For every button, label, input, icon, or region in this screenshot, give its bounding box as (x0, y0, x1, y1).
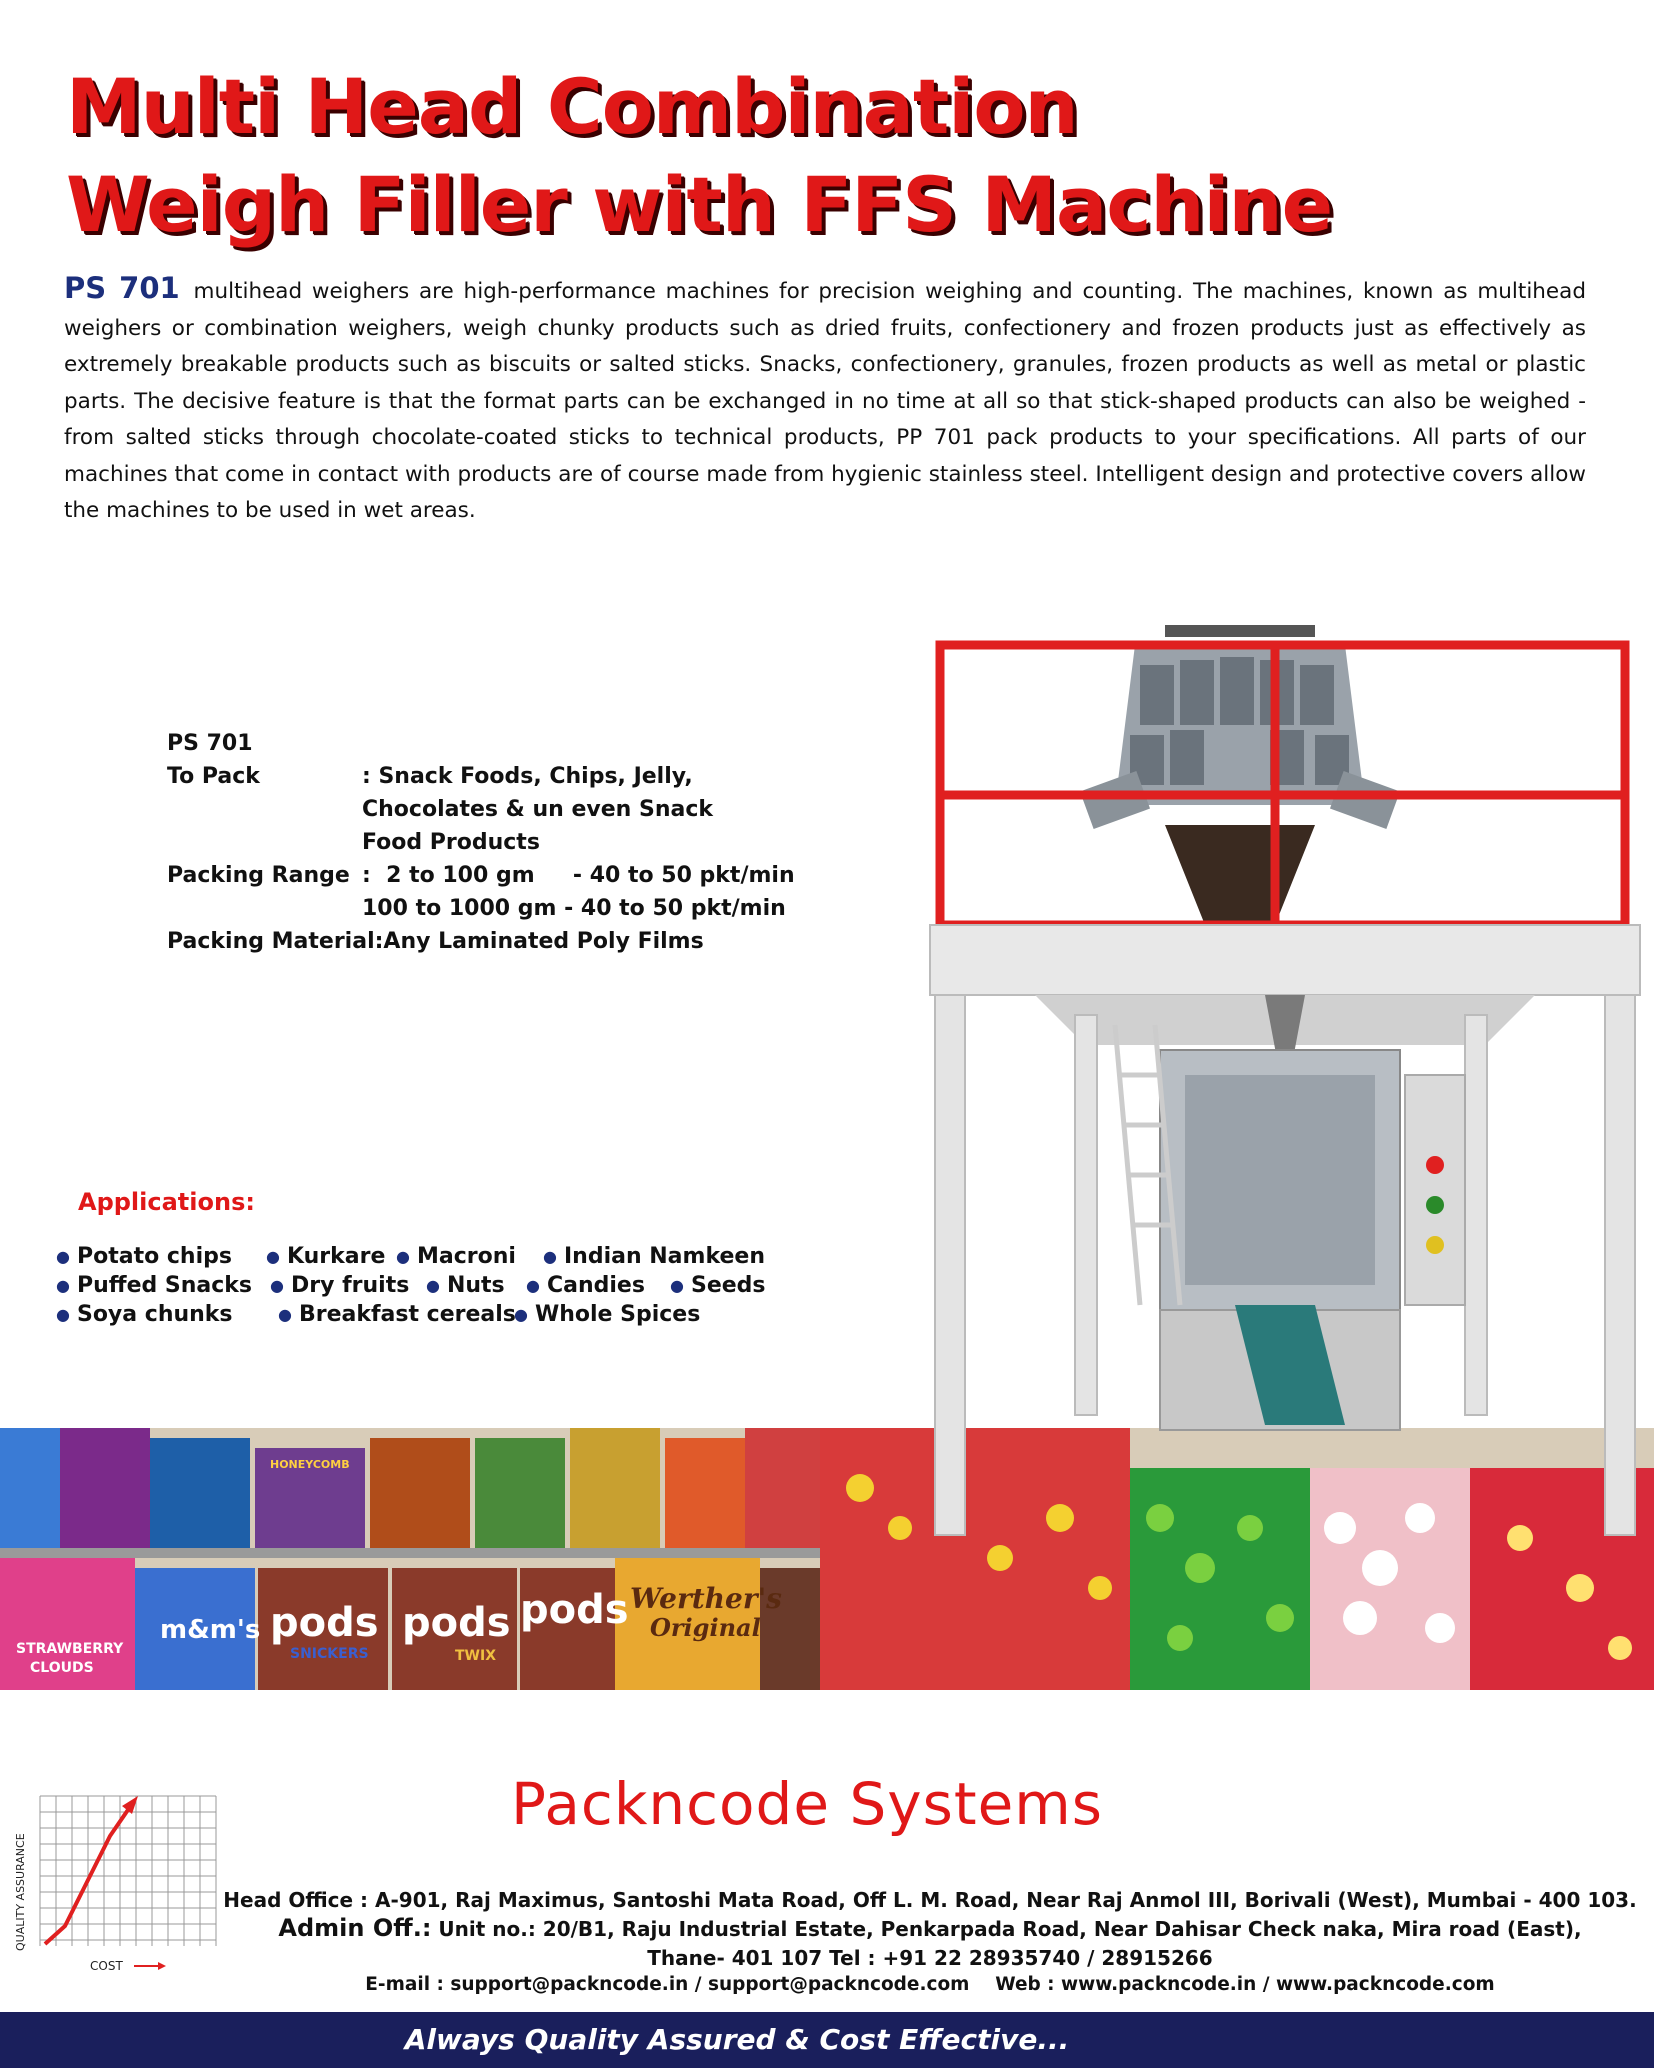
applications-row-3 (56, 1300, 766, 1329)
label-strawberry: STRAWBERRY (16, 1641, 124, 1657)
spec-to-pack-label: To Pack (167, 764, 260, 789)
list-item: ● Nuts (426, 1273, 505, 1298)
list-item: ● Dry fruits (270, 1273, 410, 1298)
tagline: Always Quality Assured & Cost Effective... (404, 2023, 1070, 2056)
label-twix: TWIX (455, 1648, 496, 1664)
tagline-bar (0, 2012, 1654, 2068)
spec-range-label: Packing Range (167, 863, 350, 888)
intro-model: PS 701 (64, 271, 180, 305)
label-pods-1: pods (270, 1600, 379, 1646)
applications-row-1 (56, 1242, 766, 1271)
list-item: ● Potato chips (56, 1244, 232, 1269)
platform-deck (930, 925, 1640, 995)
contact-email-web: E-mail : support@packncode.in / support@packncode.com Web : www.packncode.in / www.packncode.com (365, 1974, 1495, 1995)
head-office-address: Head Office : A-901, Raj Maximus, Santoshi Mata Road, Off L. M. Road, Near Raj Anmol III, Borivali (West), Mumbai - 400 103. (223, 1888, 1637, 1912)
list-item: ● Puffed Snacks (56, 1273, 253, 1298)
title-line-1: Multi Head Combination (66, 62, 1078, 151)
label-clouds: CLOUDS (30, 1660, 94, 1676)
applications-row-2 (56, 1271, 766, 1300)
list-item: ● Seeds (670, 1273, 766, 1298)
list-item: ● Indian Namkeen (543, 1244, 765, 1269)
admin-office-address (210, 1914, 1650, 1942)
list-item: ● Macroni (396, 1244, 516, 1269)
list-item: ● Kurkare (266, 1244, 386, 1269)
intro-text: multihead weighers are high-performance machines for precision weighing and counting. The machines, known as multihead weighers or combination weighers, weigh chunky products such as dried fruits, confectionery and frozen products just as effectively as extremely breakable products such as biscuits or salted sticks. Snacks, confectionery, granules, frozen products as well as metal or plastic parts. The decisive feature is that the format parts can be exchanged in no time at all so that stick-shaped products can also be weighed - from salted sticks through chocolate-coated sticks to technical products, PP 701 pack products to your specifications. All parts of our machines that come in contact with products are of course made from hygienic stainless steel. Intelligent design and protective covers allow the machines to be used in wet areas. (64, 279, 1586, 523)
page-title (66, 58, 1566, 254)
weigher-head (1080, 625, 1400, 925)
label-pods-2: pods (402, 1600, 511, 1646)
applications-list (56, 1242, 766, 1329)
label-pods-3: pods (520, 1587, 629, 1633)
spec-to-pack-line-3: Food Products (362, 830, 540, 855)
control-panel (1405, 1075, 1465, 1305)
label-honeycomb: HONEYCOMB (270, 1458, 350, 1471)
spec-packing-material (167, 925, 795, 958)
intro-paragraph (64, 270, 1586, 530)
thane-phone: Thane- 401 107 Tel : +91 22 28935740 / 28915266 (647, 1946, 1213, 1970)
spec-model: PS 701 (167, 731, 253, 756)
machine-illustration (925, 605, 1645, 1565)
graph-y-label: QUALITY ASSURANCE (14, 1833, 27, 1951)
admin-office-label: Admin Off.: (278, 1914, 432, 1942)
spec-block (167, 727, 795, 958)
label-werthers-2: Original (650, 1613, 761, 1642)
list-item: ● Candies (526, 1273, 645, 1298)
label-mm: m&m's (160, 1615, 261, 1645)
label-snickers: SNICKERS (290, 1646, 369, 1662)
applications-heading: Applications: (78, 1188, 255, 1216)
graph-x-label: COST (90, 1959, 123, 1973)
label-werthers-1: Werther's (630, 1582, 782, 1615)
spec-to-pack-value: : Snack Foods, Chips, Jelly, (362, 764, 693, 789)
list-item: ● Whole Spices (514, 1302, 701, 1327)
spec-material-value: :Any Laminated Poly Films (374, 929, 704, 954)
spec-range-line-2: 100 to 1000 gm - 40 to 50 pkt/min (362, 896, 786, 921)
spec-range-value: : 2 to 100 gm - 40 to 50 pkt/min (362, 863, 795, 888)
spec-material-label: Packing Material (167, 929, 375, 954)
spec-to-pack-line-2: Chocolates & un even Snack (362, 797, 714, 822)
list-item: ● Soya chunks (56, 1302, 233, 1327)
spec-packing-range (167, 859, 795, 892)
list-item: ● Breakfast cereals (278, 1302, 516, 1327)
admin-office-text: Unit no.: 20/B1, Raju Industrial Estate, Penkarpada Road, Near Dahisar Check naka, Mira road (East), (438, 1917, 1582, 1941)
spec-to-pack (167, 760, 795, 793)
title-line-2: Weigh Filler with FFS Machine (66, 160, 1333, 249)
company-name: Packncode Systems (511, 1770, 1103, 1838)
